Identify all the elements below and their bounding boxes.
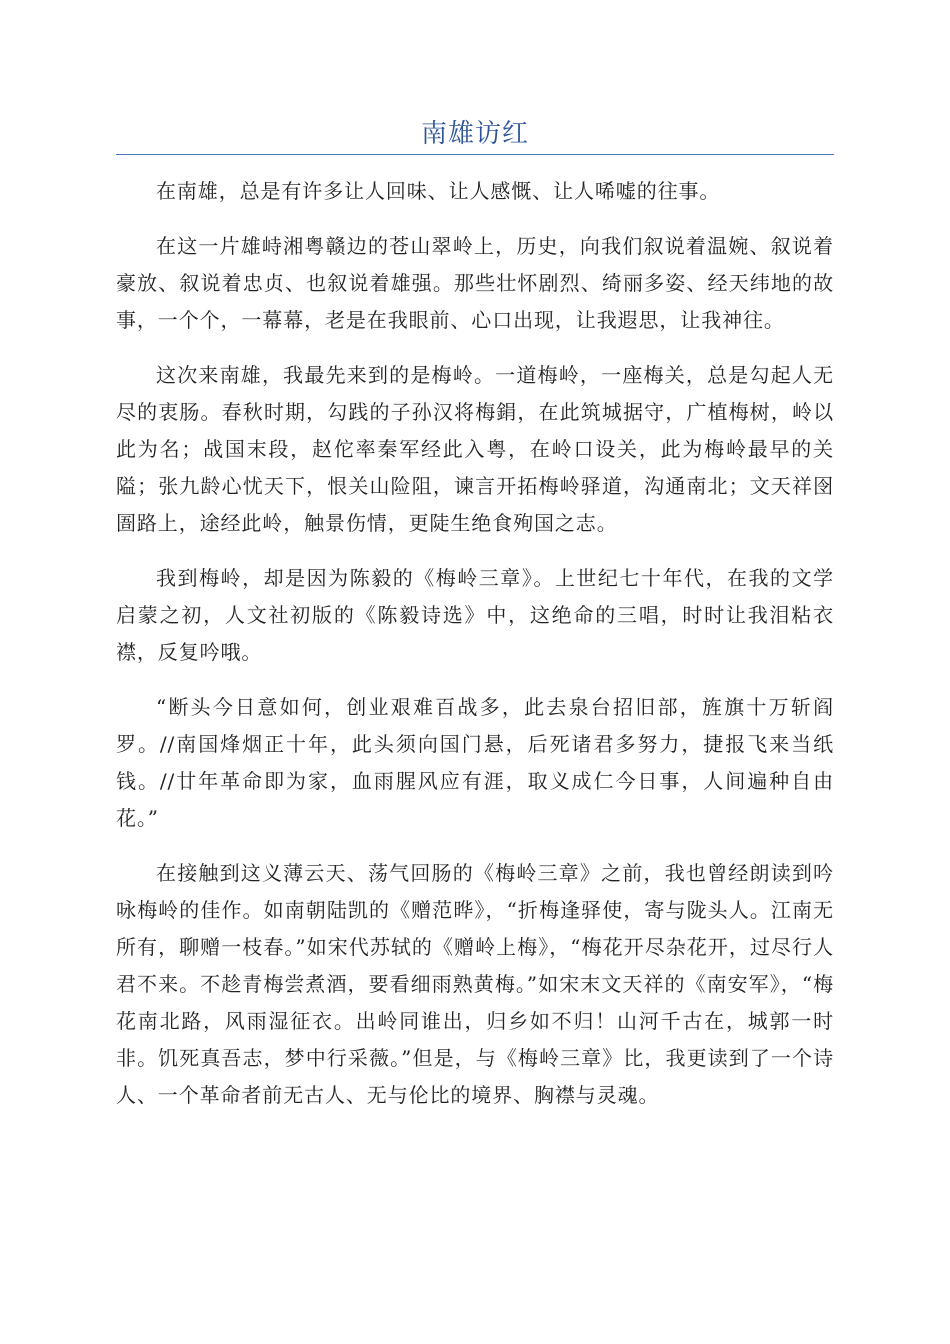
paragraph: 在南雄，总是有许多让人回味、让人感慨、让人唏嘘的往事。 xyxy=(156,179,721,203)
title-underline-rule xyxy=(116,154,834,155)
document-title: 南雄访红 xyxy=(420,119,529,149)
paragraph: 我到梅岭，却是因为陈毅的《梅岭三章》。上世纪七十年代，在我的文学启蒙之初，人文社初版的《陈毅诗选》中，这绝命的三唱，时时让我泪粘衣襟，反复吟哦。 xyxy=(116,566,834,664)
poem-quote-paragraph: “断头今日意如何，创业艰难百战多，此去泉台招旧部，旌旗十万斩阎罗。//南国烽烟正十年，此头须向国门悬，后死诸君多努力，捷报飞来当纸钱。//廿年革命即为家，血雨腥风应有涯，取义成仁今日事，人间遍种自由花。” xyxy=(116,695,834,830)
paragraph: 这次来南雄，我最先来到的是梅岭。一道梅岭，一座梅关，总是勾起人无尽的衷肠。春秋时期，勾践的子孙汉将梅鋗，在此筑城据守，广植梅树，岭以此为名；战国末段，赵佗率秦军经此入粤，在岭口设关，此为梅岭最早的关隘；张九龄心忧天下，恨关山险阻，谏言开拓梅岭驿道，沟通南北；文天祥囹圄路上，途经此岭，触景伤情，更陡生绝食殉国之志。 xyxy=(116,363,834,535)
document-body xyxy=(116,173,834,1132)
paragraph: 在这一片雄峙湘粤赣边的苍山翠岭上，历史，向我们叙说着温婉、叙说着豪放、叙说着忠贞、也叙说着雄强。那些壮怀剧烈、绮丽多姿、经天纬地的故事，一个个，一幕幕，老是在我眼前、心口出现，让我遐思，让我神往。 xyxy=(116,234,834,332)
paragraph: 在接触到这义薄云天、荡气回肠的《梅岭三章》之前，我也曾经朗读到吟咏梅岭的佳作。如南朝陆凯的《赠范晔》，“折梅逢驿使，寄与陇头人。江南无所有，聊赠一枝春。”如宋代苏轼的《赠岭上梅》，“梅花开尽杂花开，过尽行人君不来。不趁青梅尝煮酒，要看细雨熟黄梅。”如宋末文天祥的《南安军》，“梅花南北路，风雨湿征衣。出岭同谁出，归乡如不归！山河千古在，城郭一时非。饥死真吾志，梦中行采薇。”但是，与《梅岭三章》比，我更读到了一个诗人、一个革命者前无古人、无与伦比的境界、胸襟与灵魂。 xyxy=(116,861,834,1107)
